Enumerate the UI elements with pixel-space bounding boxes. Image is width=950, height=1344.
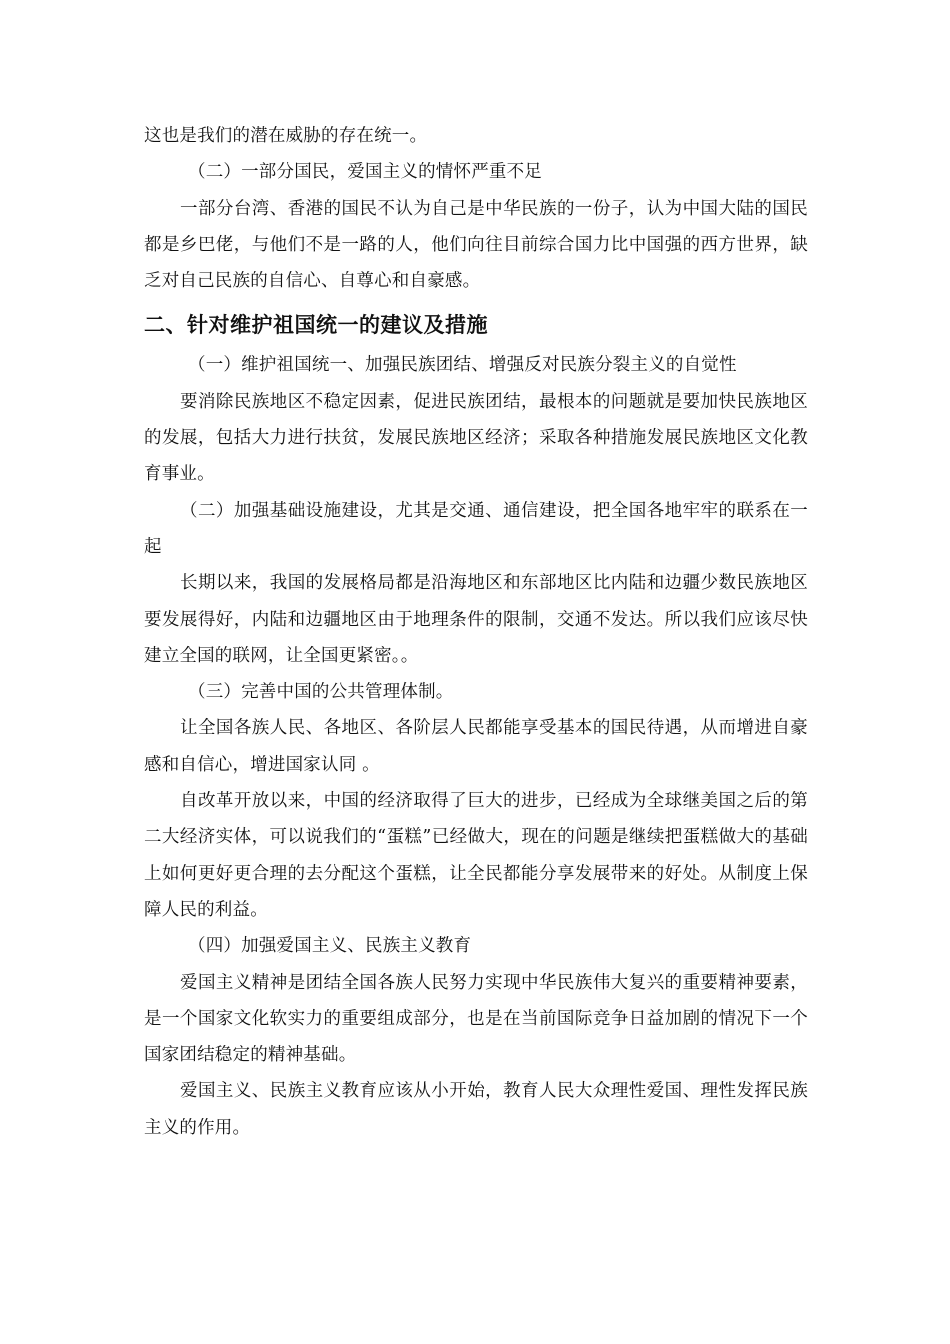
subheading: （一）维护祖国统一、加强民族团结、增强反对民族分裂主义的自觉性 bbox=[188, 355, 737, 376]
paragraph: 这也是我们的潜在威胁的存在统一。 bbox=[144, 126, 428, 146]
paragraph: 爱国主义精神是团结全国各族人民努力实现中华民族伟大复兴的重要精神要素，是一个国家文化软实力的重要组成部分，也是在当前国际竞争日益加剧的情况下一个国家团结稳定的精神基础。 bbox=[144, 972, 808, 1066]
paragraph: 让全国各族人民、各地区、各阶层人民都能享受基本的国民待遇，从而增进自豪感和自信心，增进国家认同 。 bbox=[144, 718, 808, 775]
paragraph: 一部分台湾、香港的国民不认为自己是中华民族的一份子，认为中国大陆的国民都是乡巴佬，与他们不是一路的人，他们向往目前综合国力比中国强的西方世界，缺乏对自己民族的自信心、自尊心和自豪感。 bbox=[144, 198, 808, 292]
paragraph: 要消除民族地区不稳定因素，促进民族团结，最根本的问题就是要加快民族地区的发展，包括大力进行扶贫，发展民族地区经济；采取各种措施发展民族地区文化教育事业。 bbox=[144, 391, 808, 485]
paragraph: 爱国主义、民族主义教育应该从小开始，教育人民大众理性爱国、理性发挥民族主义的作用。 bbox=[144, 1081, 808, 1138]
paragraph: 自改革开放以来，中国的经济取得了巨大的进步，已经成为全球继美国之后的第二大经济实体，可以说我们的“蛋糕”已经做大，现在的问题是继续把蛋糕做大的基础上如何更好更合理的去分配这个蛋糕，让全民都能分享发展带来的好处。从制度上保障人民的利益。 bbox=[144, 791, 808, 920]
section-heading: 二、针对维护祖国统一的建议及措施 bbox=[144, 313, 488, 338]
document-body bbox=[144, 118, 808, 1146]
subheading: （四）加强爱国主义、民族主义教育 bbox=[188, 936, 472, 957]
subheading: （二）一部分国民，爱国主义的情怀严重不足 bbox=[188, 162, 542, 183]
paragraph: 长期以来，我国的发展格局都是沿海地区和东部地区比内陆和边疆少数民族地区要发展得好，内陆和边疆地区由于地理条件的限制，交通不发达。所以我们应该尽快建立全国的联网，让全国更紧密。。 bbox=[144, 573, 808, 666]
subheading: （三）完善中国的公共管理体制。 bbox=[188, 682, 454, 703]
subheading: （二）加强基础设施建设，尤其是交通、通信建设，把全国各地牢牢的联系在一起 bbox=[144, 500, 808, 557]
